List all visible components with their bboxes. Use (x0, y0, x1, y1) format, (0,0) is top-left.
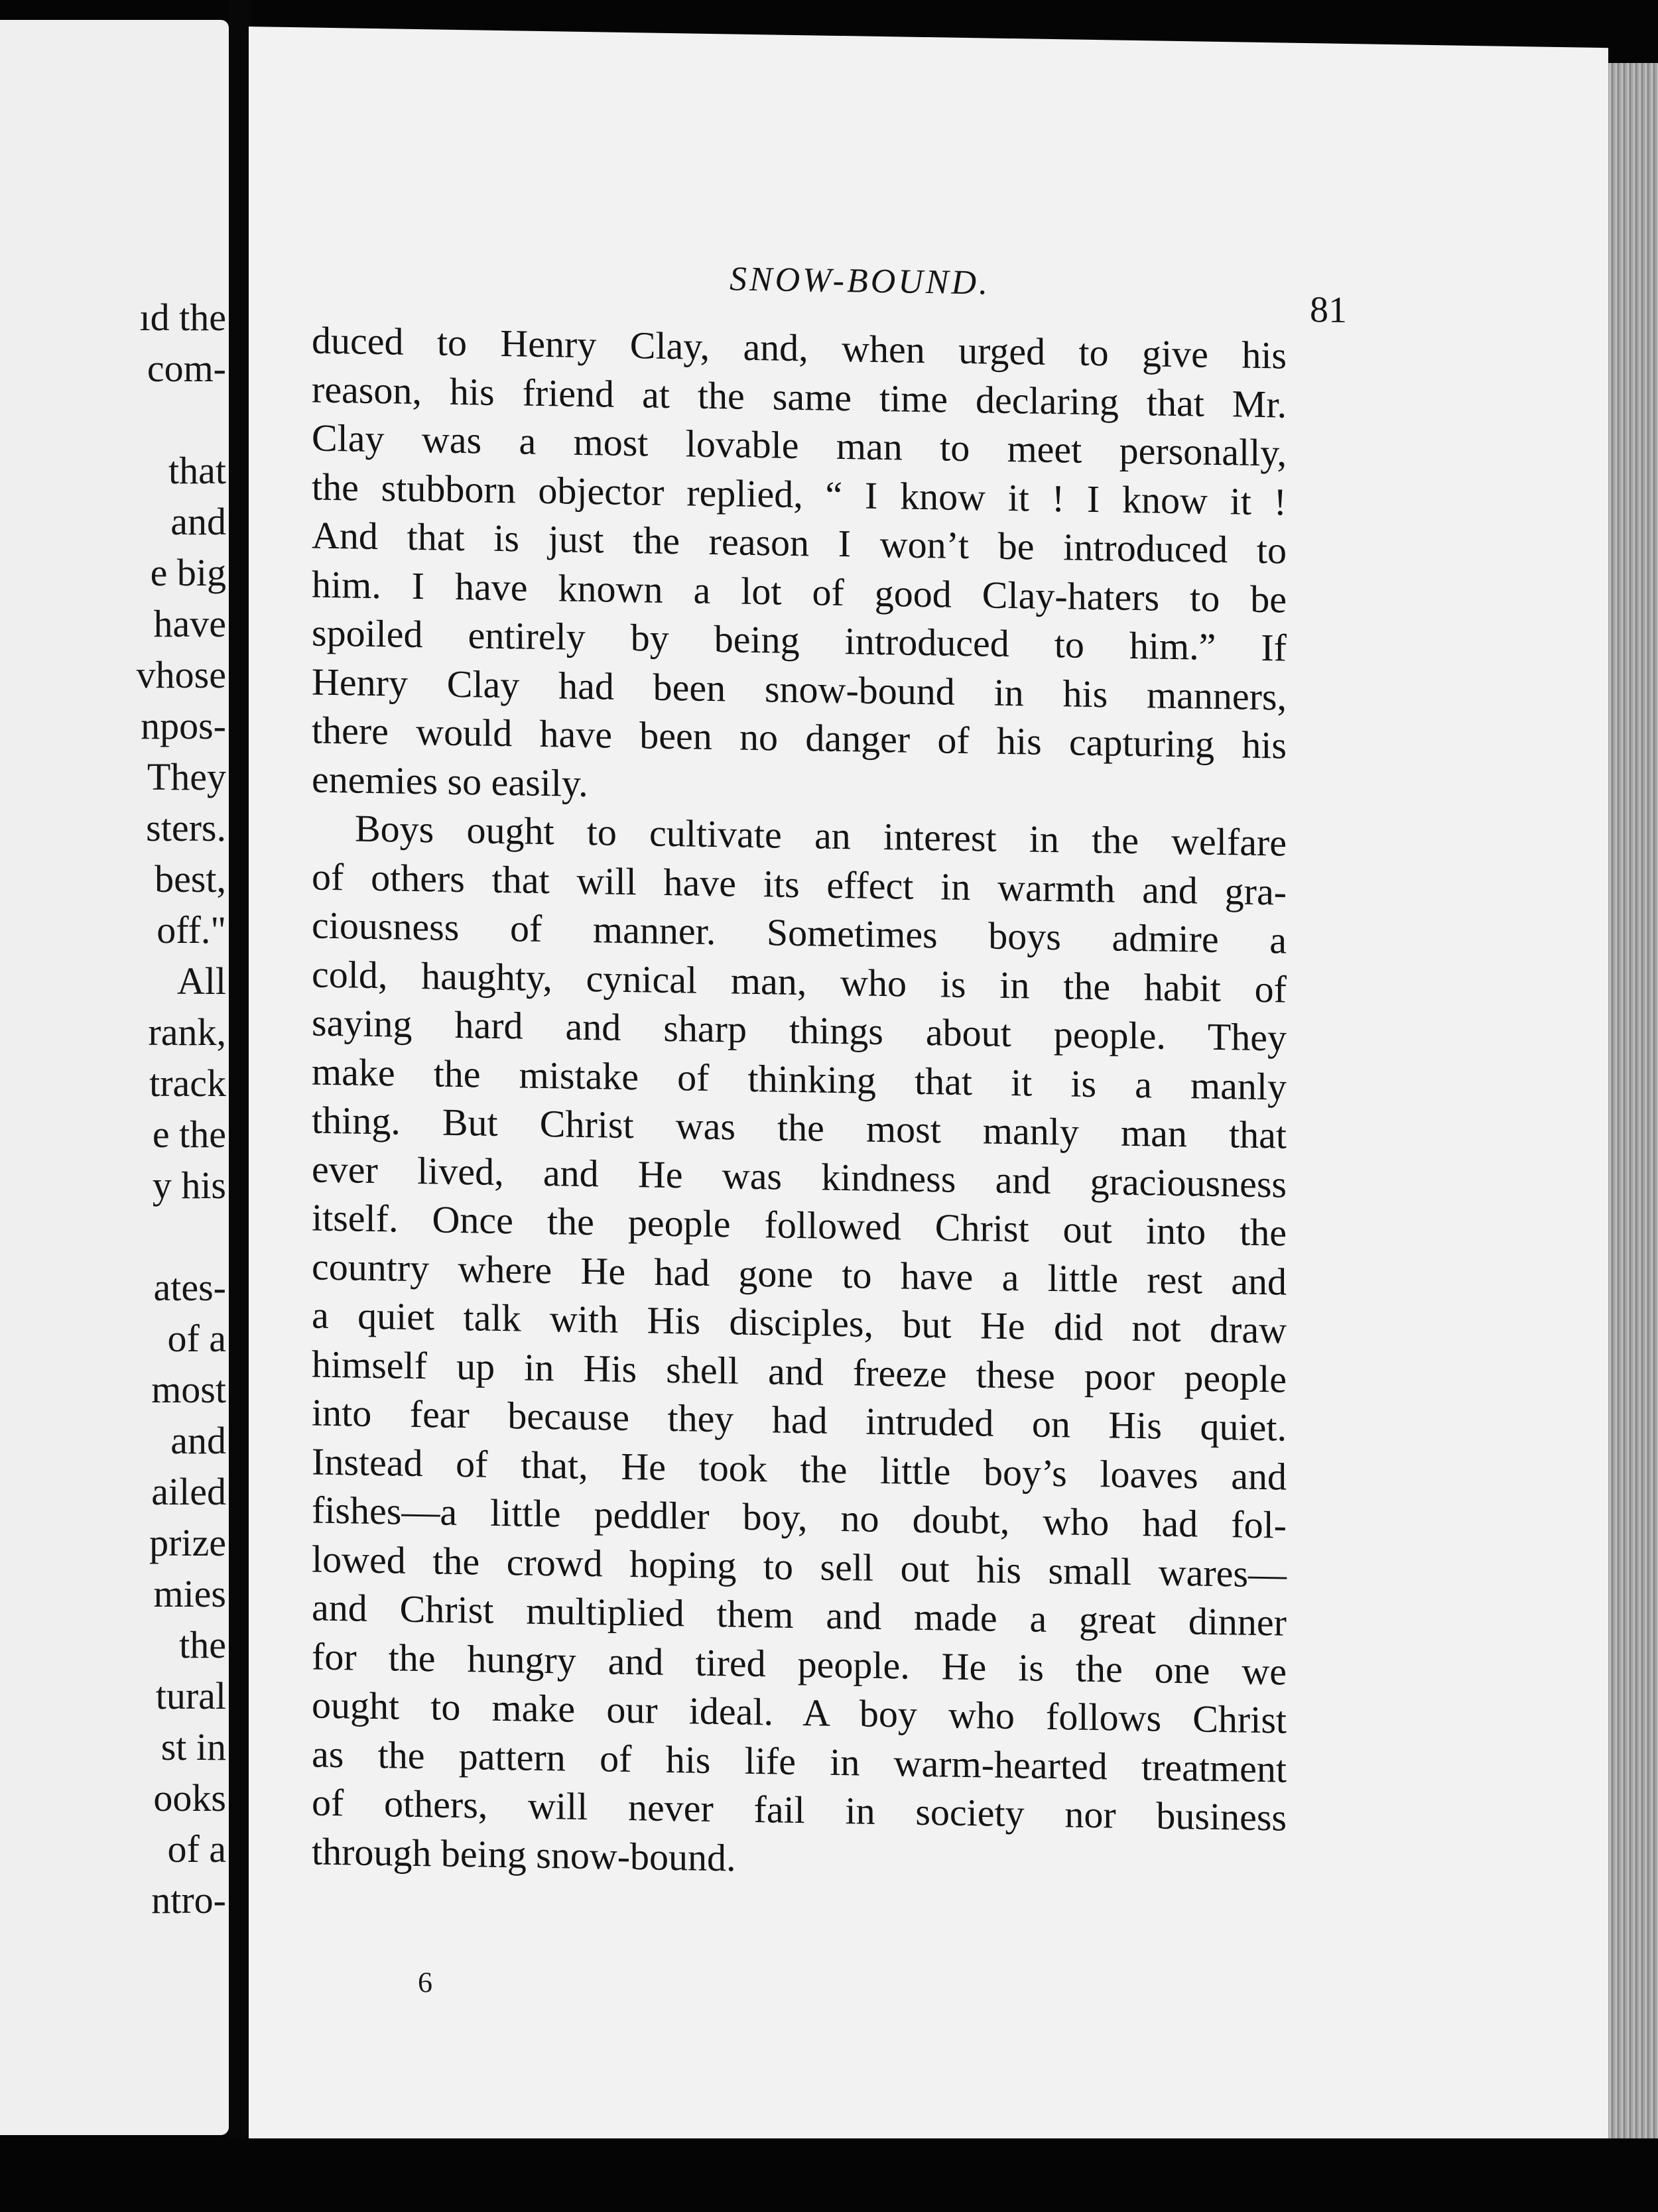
signature-mark: 6 (418, 1966, 432, 1999)
left-page-line: track (149, 1062, 226, 1105)
left-page-line: com- (147, 347, 226, 390)
left-page-line: y his (152, 1164, 226, 1207)
left-page-line: of a (167, 1827, 226, 1871)
text-line: for the hungry and tired people. He is the one we (312, 1634, 1287, 1693)
left-page-line: sters. (146, 806, 226, 849)
text-line: and Christ multiplied them and made a great dinner (312, 1585, 1287, 1644)
page-block-edge (1608, 63, 1658, 2165)
left-page-line: have (153, 602, 226, 645)
text-line: saying hard and sharp things about people. They (312, 1001, 1287, 1060)
left-page-line (0, 394, 229, 445)
text-line: as the pattern of his life in warm-hearted treatment (312, 1731, 1287, 1791)
left-page-fragment (0, 20, 229, 2135)
left-page-line: e big (150, 551, 226, 594)
left-page-line: npos- (141, 704, 226, 747)
text-line: make the mistake of thinking that it is a manly (312, 1049, 1287, 1109)
left-page-line: and (170, 500, 226, 543)
left-page-line: tural (155, 1674, 226, 1717)
left-page-text (0, 292, 229, 1926)
left-page-line: ıd the (139, 296, 226, 339)
left-page-line: of a (167, 1317, 226, 1360)
left-page-line: the (179, 1623, 226, 1666)
text-line: Instead of that, He took the little boy’s loaves and (312, 1439, 1287, 1499)
left-page-line: ooks (153, 1776, 226, 1819)
text-line: fishes—a little peddler boy, no doubt, who had fol- (312, 1488, 1287, 1547)
text-line: of others that will have its effect in warmth and gra- (312, 854, 1287, 914)
text-line: enemies so easily. (312, 757, 588, 805)
text-line: And that is just the reason I won’t be introduced to (312, 513, 1287, 572)
left-page-line: ates- (153, 1266, 226, 1309)
text-line: cold, haughty, cynical man, who is in the habit of (312, 952, 1287, 1011)
scan-bottom-band (0, 2138, 1658, 2212)
text-line: country where He had gone to have a little rest and (312, 1244, 1287, 1304)
text-line: himself up in His shell and freeze these poor people (312, 1341, 1287, 1401)
right-page (249, 27, 1608, 2170)
left-page-line: All (176, 959, 226, 1003)
page-number: 81 (1310, 289, 1347, 332)
text-line: reason, his friend at the same time declaring that Mr. (312, 367, 1287, 426)
text-line: into fear because they had intruded on His quiet. (312, 1390, 1287, 1449)
text-line: of others, will never fail in society nor business (312, 1780, 1287, 1839)
text-line: spoiled entirely by being introduced to him.” If (312, 611, 1287, 670)
text-line: a quiet talk with His disciples, but He did not draw (312, 1293, 1287, 1352)
text-line: there would have been no danger of his capturing his (312, 708, 1287, 767)
left-page-line: e the (152, 1113, 226, 1156)
text-line: ought to make our ideal. A boy who follows Christ (312, 1683, 1287, 1742)
text-line: Henry Clay had been snow-bound in his manners, (312, 659, 1287, 719)
left-page-line: best, (155, 857, 226, 900)
left-page-line: that (168, 449, 226, 492)
text-line: thing. But Christ was the most manly man that (312, 1098, 1287, 1157)
left-page-line: ailed (151, 1470, 226, 1513)
text-line: through being snow-bound. (312, 1829, 736, 1880)
left-page-line (0, 1211, 229, 1262)
running-head: SNOW-BOUND. (730, 260, 991, 302)
text-line: him. I have known a lot of good Clay-haters to be (312, 562, 1287, 621)
left-page-line: and (170, 1419, 226, 1462)
left-page-line: vhose (136, 653, 226, 696)
text-line: ciousness of manner. Sometimes boys admire a (312, 903, 1287, 962)
left-page-line: st in (160, 1725, 226, 1768)
left-page-line: most (151, 1368, 226, 1411)
left-page-line: They (147, 755, 226, 798)
text-line: Boys ought to cultivate an interest in the welfare (355, 806, 1287, 865)
text-line: itself. Once the people followed Christ out into the (312, 1196, 1287, 1255)
text-line: lowed the crowd hoping to sell out his small wares— (312, 1536, 1287, 1596)
text-line: duced to Henry Clay, and, when urged to give his (312, 318, 1287, 377)
left-page-line: prize (149, 1521, 226, 1564)
left-page-line: ntro- (151, 1878, 226, 1922)
left-page-line: rank, (148, 1011, 226, 1054)
text-line: the stubborn objector replied, “ I know it ! I know it ! (312, 464, 1287, 524)
left-page-line: mies (153, 1572, 226, 1615)
text-line: ever lived, and He was kindness and graciousness (312, 1146, 1287, 1206)
text-line: Clay was a most lovable man to meet personally, (312, 416, 1287, 475)
body-text (312, 316, 1287, 1890)
left-page-line: off." (157, 908, 226, 952)
